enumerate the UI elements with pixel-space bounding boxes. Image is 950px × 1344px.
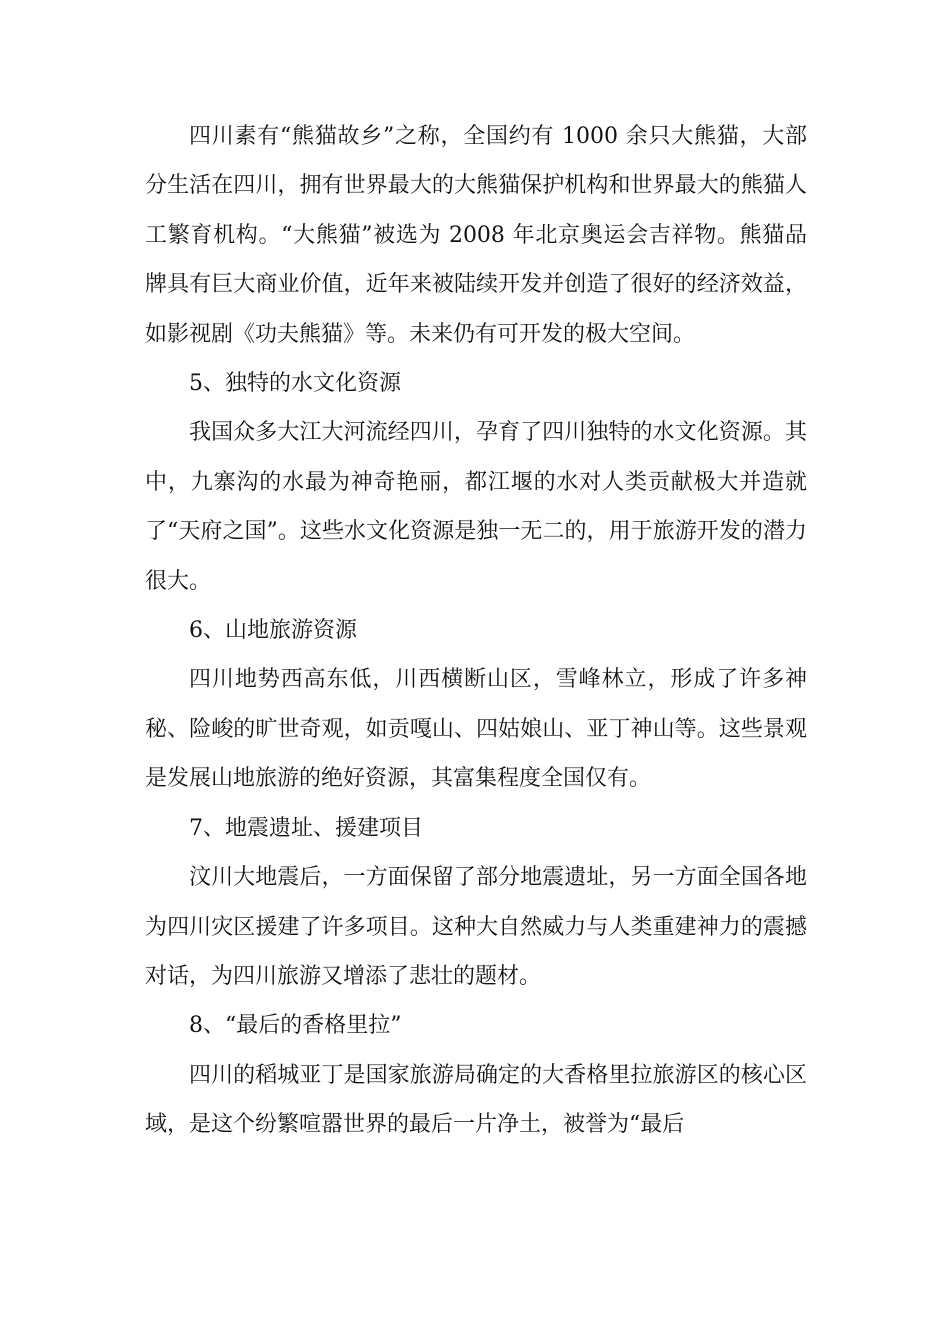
paragraph-mountain-tourism: 四川地势西高东低，川西横断山区，雪峰林立，形成了许多神秘、险峻的旷世奇观，如贡嘎山、四姑娘山、亚丁神山等。这些景观是发展山地旅游的绝好资源，其富集程度全国仅有。 [145, 667, 807, 792]
heading-water-culture: 5、独特的水文化资源 [189, 371, 401, 397]
heading-mountain-tourism: 6、山地旅游资源 [189, 618, 357, 644]
heading-shangri-la: 8、“最后的香格里拉” [189, 1013, 402, 1039]
paragraph-shangri-la: 四川的稻城亚丁是国家旅游局确定的大香格里拉旅游区的核心区域，是这个纷繁喧嚣世界的最后一片净土，被誉为“最后 [145, 1062, 807, 1138]
document-body [145, 112, 807, 1150]
paragraph-water-culture: 我国众多大江大河流经四川，孕育了四川独特的水文化资源。其中，九寨沟的水最为神奇艳丽，都江堰的水对人类贡献极大并造就了“天府之国”。这些水文化资源是独一无二的，用于旅游开发的潜力很大。 [145, 420, 807, 594]
paragraph-panda: 四川素有“熊猫故乡”之称，全国约有 1000 余只大熊猫，大部分生活在四川，拥有世界最大的大熊猫保护机构和世界最大的熊猫人工繁育机构。“大熊猫”被选为 2008 年北京奥运会吉祥物。熊猫品牌具有巨大商业价值，近年来被陆续开发并创造了很好的经济效益，如影视剧《功夫熊猫》等。未来仍有可开发的极大空间。 [145, 124, 807, 347]
heading-earthquake-sites: 7、地震遗址、援建项目 [189, 815, 423, 841]
paragraph-earthquake-sites: 汶川大地震后，一方面保留了部分地震遗址，另一方面全国各地为四川灾区援建了许多项目。这种大自然威力与人类重建神力的震撼对话，为四川旅游又增添了悲壮的题材。 [145, 865, 807, 989]
